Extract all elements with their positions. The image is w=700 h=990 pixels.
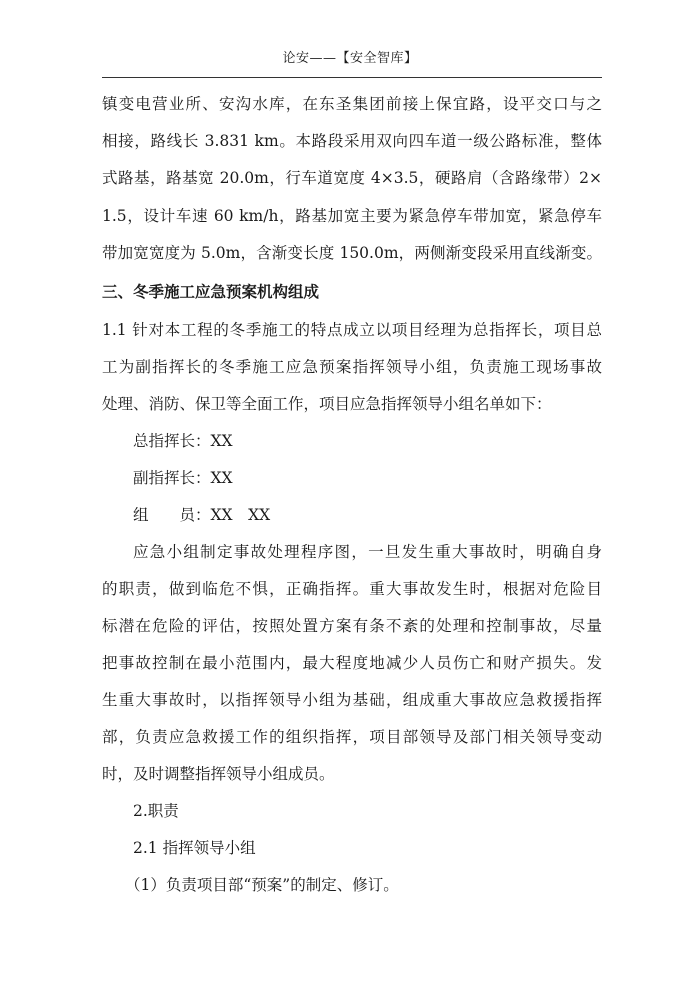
body-line: 带加宽宽度为 5.0m，含渐变长度 150.0m，两侧渐变段采用直线渐变。 [102, 244, 602, 262]
subheading: 2.职责 [133, 802, 179, 820]
body-line: 1.1 针对本工程的冬季施工的特点成立以项目经理为总指挥长，项目总 [102, 321, 602, 339]
body-line: 把事故控制在最小范围内，最大程度地减少人员伤亡和财产损失。发 [102, 654, 602, 672]
body-line: 工为副指挥长的冬季施工应急预案指挥领导小组，负责施工现场事故 [102, 358, 602, 376]
roster-line: 组 员：XX XX [133, 506, 271, 524]
roster-line: 副指挥长：XX [133, 469, 233, 487]
body-line: （1）负责项目部“预案”的制定、修订。 [125, 876, 399, 894]
body-line: 标潜在危险的评估，按照处置方案有条不紊的处理和控制事故，尽量 [102, 617, 602, 635]
body-line: 式路基，路基宽 20.0m，行车道宽度 4×3.5，硬路肩（含路缘带）2× [102, 169, 602, 187]
subheading: 2.1 指挥领导小组 [133, 839, 256, 857]
body-line: 时，及时调整指挥领导小组成员。 [102, 765, 335, 783]
roster-line: 总指挥长：XX [133, 432, 233, 450]
header-divider [102, 77, 602, 78]
body-line: 生重大事故时，以指挥领导小组为基础，组成重大事故应急救援指挥 [102, 691, 602, 709]
body-line: 的职责，做到临危不惧，正确指挥。重大事故发生时，根据对危险目 [102, 580, 602, 598]
body-line: 1.5，设计车速 60 km/h，路基加宽主要为紧急停车带加宽，紧急停车 [102, 207, 602, 225]
body-line: 相接，路线长 3.831 km。本路段采用双向四车道一级公路标准，整体 [102, 132, 602, 150]
body-line: 处理、消防、保卫等全面工作，项目应急指挥领导小组名单如下： [102, 395, 552, 413]
body-line: 部，负责应急救援工作的组织指挥，项目部领导及部门相关领导变动 [102, 728, 602, 746]
body-line: 镇变电营业所、安沟水库，在东圣集团前接上保宜路，设平交口与之 [102, 95, 602, 113]
body-line: 应急小组制定事故处理程序图，一旦发生重大事故时，明确自身 [133, 543, 602, 561]
section-heading: 三、冬季施工应急预案机构组成 [102, 283, 320, 301]
page-header: 论安——【安全智库】 [282, 51, 418, 66]
